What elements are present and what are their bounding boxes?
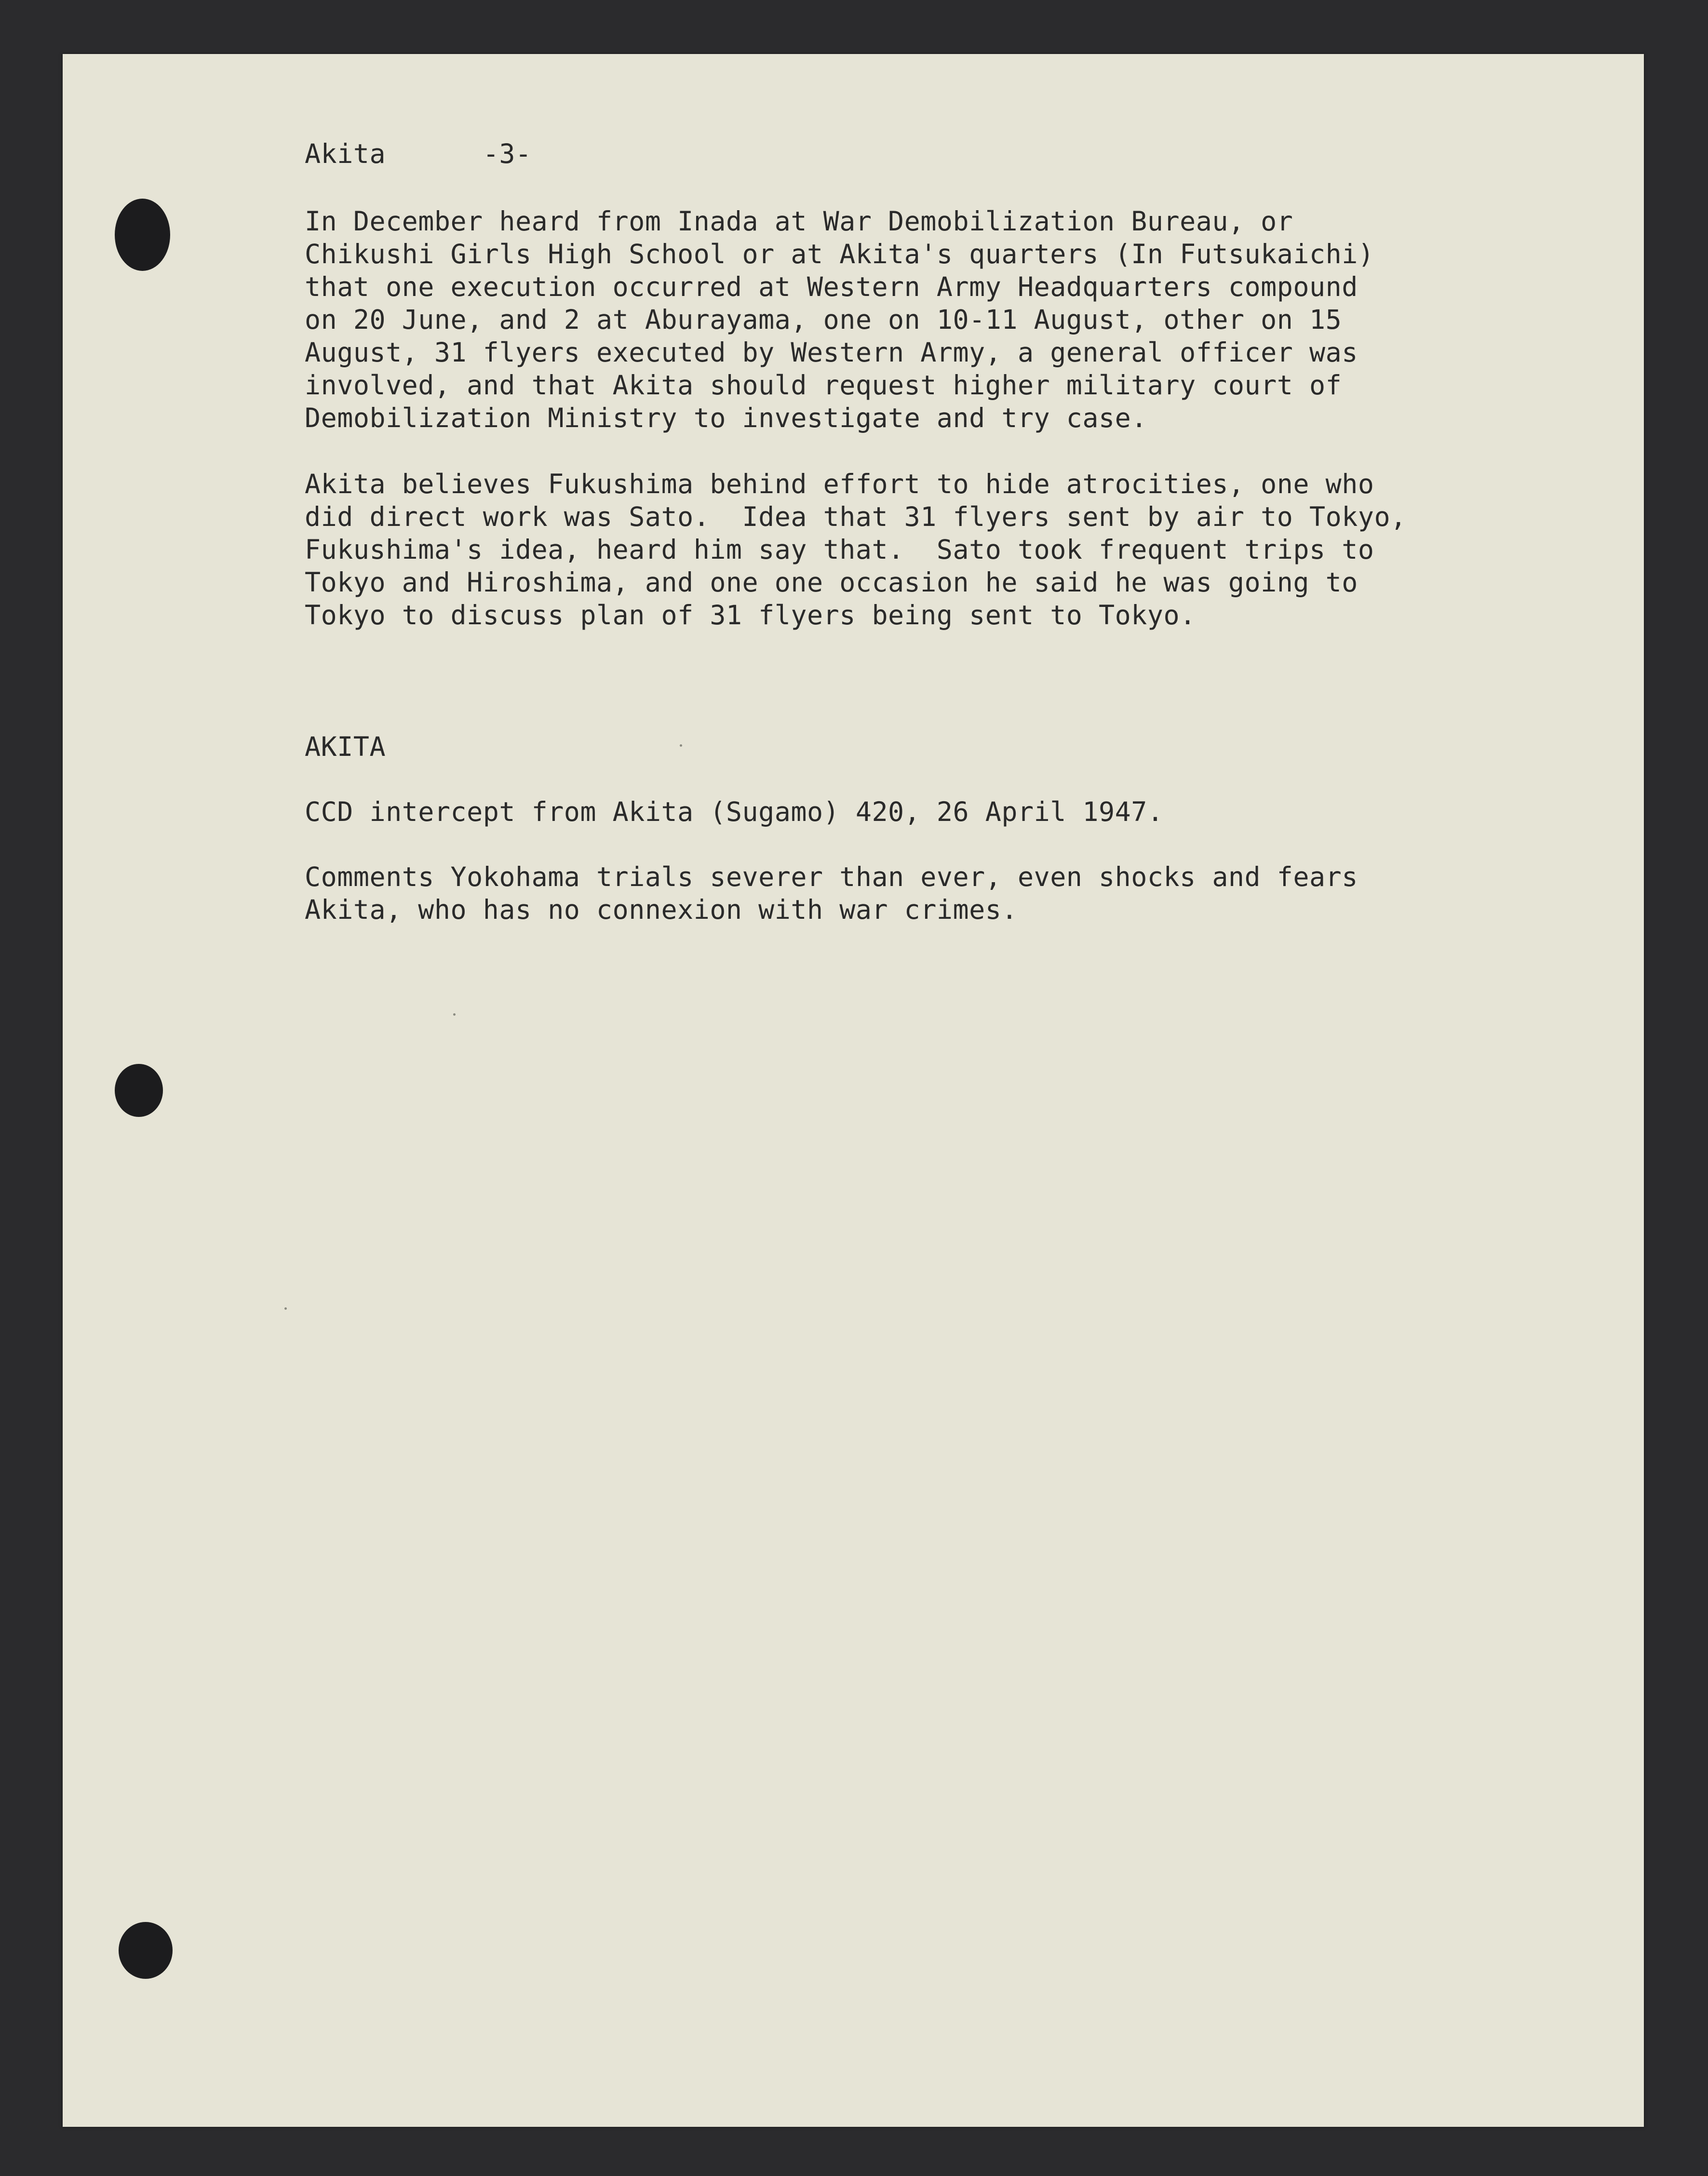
text-line: Demobilization Ministry to investigate and try case. <box>305 403 1147 433</box>
text-line: on 20 June, and 2 at Aburayama, one on 10-11 August, other on 15 <box>305 304 1342 335</box>
section-heading: AKITA <box>305 731 386 762</box>
text-line: Comments Yokohama trials severer than ever, even shocks and fears <box>305 861 1358 892</box>
paragraph-yokohama <box>305 860 1358 926</box>
punch-hole-bottom <box>119 1922 173 1979</box>
paragraph-fukushima <box>305 468 1407 631</box>
punch-hole-top <box>115 199 170 271</box>
page-number: -3- <box>483 138 532 169</box>
text-line: involved, and that Akita should request higher military court of <box>305 370 1342 401</box>
intercept-reference: CCD intercept from Akita (Sugamo) 420, 26 April 1947. <box>305 796 1164 827</box>
paragraph-inada-report <box>305 205 1374 434</box>
text-line: Akita, who has no connexion with war crimes. <box>305 894 1018 925</box>
text-line: August, 31 flyers executed by Western Army, a general officer was <box>305 337 1358 368</box>
text-line: Akita believes Fukushima behind effort to hide atrocities, one who <box>305 469 1374 499</box>
header-title: Akita <box>305 138 386 169</box>
text-line: Tokyo to discuss plan of 31 flyers being sent to Tokyo. <box>305 600 1196 631</box>
text-line: Chikushi Girls High School or at Akita's quarters (In Futsukaichi) <box>305 239 1374 269</box>
text-line: Fukushima's idea, heard him say that. Sato took frequent trips to <box>305 534 1374 565</box>
punch-hole-middle <box>115 1064 163 1117</box>
text-line: In December heard from Inada at War Demobilization Bureau, or <box>305 206 1293 237</box>
paper-speck <box>453 1013 456 1016</box>
text-line: that one execution occurred at Western Army Headquarters compound <box>305 271 1358 302</box>
paper-speck <box>680 744 682 747</box>
page-header <box>305 137 532 170</box>
paper-speck <box>284 1307 287 1310</box>
text-line: Tokyo and Hiroshima, and one one occasion he said he was going to <box>305 567 1358 598</box>
text-line: did direct work was Sato. Idea that 31 flyers sent by air to Tokyo, <box>305 501 1407 532</box>
